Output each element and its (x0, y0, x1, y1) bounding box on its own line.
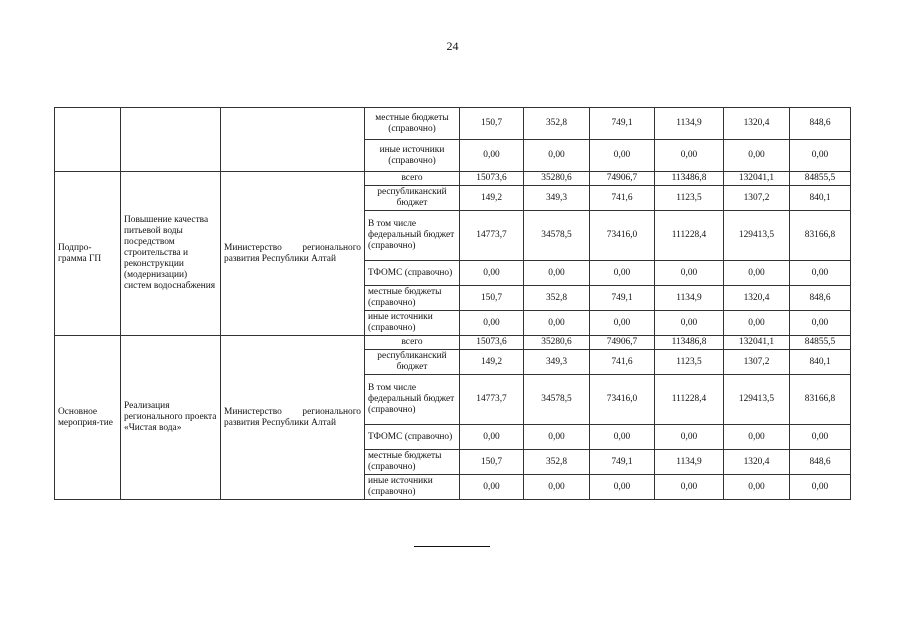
value-cell: 0,00 (460, 425, 524, 450)
value-cell: 848,6 (790, 450, 851, 475)
value-cell: 848,6 (790, 108, 851, 140)
page-number: 24 (446, 39, 459, 53)
value-cell: 840,1 (790, 350, 851, 375)
source-cell: местные бюджеты (справочно) (365, 450, 460, 475)
value-cell: 150,7 (460, 108, 524, 140)
value-cell: 73416,0 (590, 375, 655, 425)
value-cell: 34578,5 (524, 375, 590, 425)
value-cell: 0,00 (590, 475, 655, 500)
value-cell: 1134,9 (655, 286, 724, 311)
value-cell: 83166,8 (790, 211, 851, 261)
value-cell: 1307,2 (724, 350, 790, 375)
value-cell: 0,00 (790, 425, 851, 450)
value-cell: 741,6 (590, 186, 655, 211)
value-cell: 84855,5 (790, 336, 851, 350)
value-cell: 0,00 (524, 261, 590, 286)
value-cell: 0,00 (655, 311, 724, 336)
source-cell: иные источники (справочно) (365, 475, 460, 500)
value-cell: 1307,2 (724, 186, 790, 211)
type-cell: Основное мероприя-тие (55, 336, 121, 500)
source-cell: иные источники (справочно) (365, 311, 460, 336)
value-cell: 0,00 (655, 475, 724, 500)
value-cell: 0,00 (724, 140, 790, 172)
value-cell: 83166,8 (790, 375, 851, 425)
value-cell: 0,00 (590, 261, 655, 286)
table-row (55, 336, 851, 350)
value-cell: 0,00 (460, 311, 524, 336)
value-cell: 840,1 (790, 186, 851, 211)
source-cell: ТФОМС (справочно) (365, 261, 460, 286)
value-cell: 349,3 (524, 350, 590, 375)
value-cell: 132041,1 (724, 172, 790, 186)
value-cell: 129413,5 (724, 375, 790, 425)
value-cell: 1134,9 (655, 108, 724, 140)
executor-cell-empty (221, 108, 365, 172)
value-cell: 111228,4 (655, 211, 724, 261)
value-cell: 352,8 (524, 108, 590, 140)
value-cell: 35280,6 (524, 172, 590, 186)
value-cell: 14773,7 (460, 375, 524, 425)
value-cell: 848,6 (790, 286, 851, 311)
value-cell: 35280,6 (524, 336, 590, 350)
value-cell: 741,6 (590, 350, 655, 375)
value-cell: 1134,9 (655, 450, 724, 475)
value-cell: 749,1 (590, 286, 655, 311)
value-cell: 749,1 (590, 108, 655, 140)
type-cell-empty (55, 108, 121, 172)
value-cell: 1320,4 (724, 450, 790, 475)
value-cell: 0,00 (790, 140, 851, 172)
value-cell: 0,00 (590, 140, 655, 172)
value-cell: 0,00 (655, 425, 724, 450)
name-cell-empty (121, 108, 221, 172)
value-cell: 0,00 (460, 261, 524, 286)
value-cell: 749,1 (590, 450, 655, 475)
value-cell: 1320,4 (724, 286, 790, 311)
value-cell: 73416,0 (590, 211, 655, 261)
value-cell: 14773,7 (460, 211, 524, 261)
value-cell: 132041,1 (724, 336, 790, 350)
source-cell: всего (365, 336, 460, 350)
value-cell: 0,00 (524, 311, 590, 336)
type-cell: Подпро-грамма ГП (55, 172, 121, 336)
value-cell: 0,00 (724, 425, 790, 450)
value-cell: 15073,6 (460, 172, 524, 186)
value-cell: 15073,6 (460, 336, 524, 350)
value-cell: 0,00 (590, 425, 655, 450)
value-cell: 349,3 (524, 186, 590, 211)
value-cell: 34578,5 (524, 211, 590, 261)
value-cell: 0,00 (524, 425, 590, 450)
value-cell: 0,00 (524, 475, 590, 500)
source-cell: ТФОМС (справочно) (365, 425, 460, 450)
source-cell: республиканский бюджет (365, 350, 460, 375)
executor-cell: Министерство регионального развития Республики Алтай (221, 336, 365, 500)
value-cell: 0,00 (724, 311, 790, 336)
value-cell: 1320,4 (724, 108, 790, 140)
value-cell: 0,00 (790, 475, 851, 500)
source-cell: иные источники (справочно) (365, 140, 460, 172)
executor-cell: Министерство регионального развития Республики Алтай (221, 172, 365, 336)
value-cell: 0,00 (524, 140, 590, 172)
value-cell: 1123,5 (655, 350, 724, 375)
value-cell: 0,00 (460, 475, 524, 500)
value-cell: 150,7 (460, 450, 524, 475)
value-cell: 0,00 (724, 475, 790, 500)
name-cell: Реализация регионального проекта «Чистая вода» (121, 336, 221, 500)
value-cell: 111228,4 (655, 375, 724, 425)
name-cell: Повышение качества питьевой воды посредством строительства и реконструкции (модернизации) систем водоснабжения (121, 172, 221, 336)
value-cell: 74906,7 (590, 336, 655, 350)
table-row (55, 172, 851, 186)
value-cell: 129413,5 (724, 211, 790, 261)
value-cell: 0,00 (655, 261, 724, 286)
source-cell: В том числе федеральный бюджет (справочно) (365, 375, 460, 425)
value-cell: 0,00 (655, 140, 724, 172)
value-cell: 149,2 (460, 186, 524, 211)
value-cell: 0,00 (790, 261, 851, 286)
value-cell: 352,8 (524, 450, 590, 475)
source-cell: всего (365, 172, 460, 186)
value-cell: 1123,5 (655, 186, 724, 211)
value-cell: 0,00 (790, 311, 851, 336)
source-cell: местные бюджеты (справочно) (365, 108, 460, 140)
value-cell: 74906,7 (590, 172, 655, 186)
value-cell: 84855,5 (790, 172, 851, 186)
source-cell: республиканский бюджет (365, 186, 460, 211)
value-cell: 0,00 (460, 140, 524, 172)
table-row (55, 108, 851, 140)
source-cell: местные бюджеты (справочно) (365, 286, 460, 311)
funding-table (54, 107, 851, 500)
value-cell: 0,00 (590, 311, 655, 336)
footnote-separator (414, 546, 490, 547)
value-cell: 149,2 (460, 350, 524, 375)
value-cell: 0,00 (724, 261, 790, 286)
source-cell: В том числе федеральный бюджет (справочно) (365, 211, 460, 261)
value-cell: 150,7 (460, 286, 524, 311)
value-cell: 113486,8 (655, 336, 724, 350)
value-cell: 352,8 (524, 286, 590, 311)
value-cell: 113486,8 (655, 172, 724, 186)
